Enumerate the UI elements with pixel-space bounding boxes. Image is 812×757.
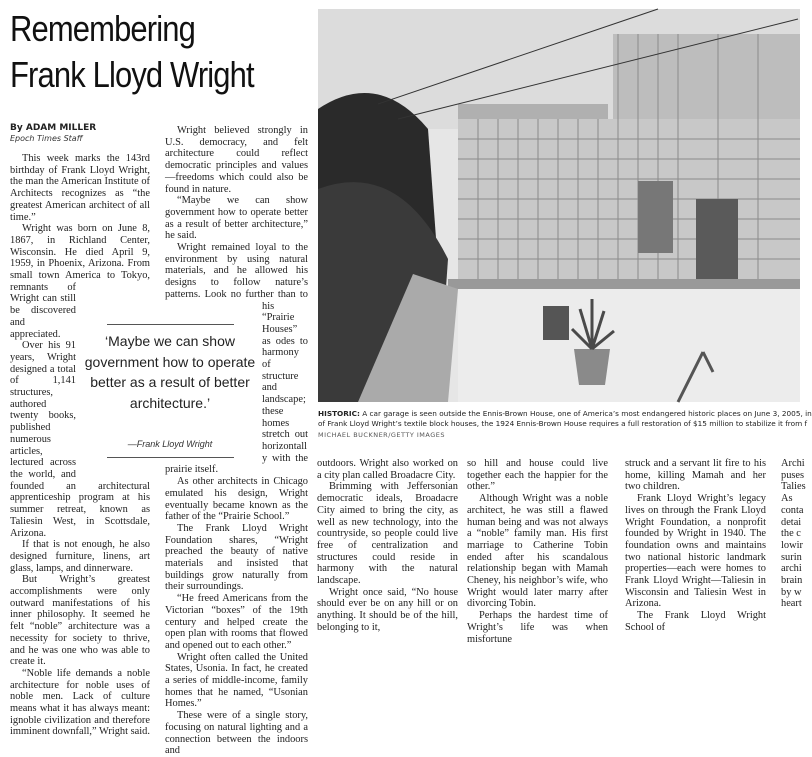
paragraph: [317, 587, 458, 634]
caption-text-2: of Frank Lloyd Wright’s textile block houses, the 1924 Ennis-Brown House requires a full restoration of $15 million to stabilize it from f: [318, 419, 808, 428]
paragraph-text: This week marks the 143rd birthday of Frank Lloyd Wright, the man the American Institute of Architects recognizes as “the greatest American architect of all time.”: [10, 153, 150, 223]
paragraph-text: outdoors. Wright also worked on a city plan called Broadacre City.: [317, 458, 458, 481]
paragraph-text: “Noble life demands a noble architecture for noble uses of noble men. Lack of culture means what it has always meant: ignoble civilization and therefore imminent downfall,” Wright said.: [10, 667, 150, 738]
paragraph: [165, 710, 308, 757]
text-line: the c: [781, 528, 801, 540]
text-line: detai: [781, 516, 802, 528]
caption-text-1: A car garage is seen outside the Ennis-Brown House, one of America’s most endangered historic places on June 3, 2005, in: [362, 409, 812, 418]
text-line: by w: [781, 586, 802, 598]
text-line: puses: [781, 469, 805, 481]
paragraph: [317, 481, 458, 586]
paragraph-text: Wright often called the United States, Usonia. In fact, he created a series of middle-income, family homes that he named, “Usonian Homes.”: [165, 651, 308, 710]
paragraph-text: Although Wright was a noble architect, he was still a flawed human being and was not always a “noble” family man. His first marriage to Catherine Tobin ended after his scandalous relationship began with Mamah Cheney, his neighbor’s wife, who Wright would later marry after divorcing Tobin.: [467, 493, 608, 610]
paragraph: [625, 458, 766, 493]
paragraph-text: These were of a single story, focusing on natural lighting and a connection between the indoors and: [165, 710, 308, 757]
pull-quote-text: ‘Maybe we can show government how to operate better as a result of better architecture.’: [84, 333, 256, 411]
paragraph-text: But Wright’s greatest accomplishments were: [10, 574, 150, 598]
paragraph-text: Wright remained loyal to the environment by using natural materials, and he allowed his designs to follow nature’s patterns. Look no further than to his “Prairie Houses” as odes to harmony of structure and landscape; these homes stretch out horizontally with the prairie itself.: [165, 242, 308, 476]
caption-label: HISTORIC:: [318, 409, 360, 418]
paragraph-text: Brimming with Jeffersonian democratic ideals, Broadacre City aimed to bring the city, as well as new technology, into the countryside, so people could live free of centralization and structures could reside in harmony with the natural landscape.: [317, 481, 458, 587]
paragraph: [165, 652, 308, 711]
headline-line-1: Remembering: [10, 8, 195, 49]
ennis-brown-house-photo: [318, 9, 800, 402]
byline-affiliation: Epoch Times Staff: [10, 134, 83, 143]
paragraph: [165, 195, 308, 242]
paragraph-text: Perhaps the hardest time of Wright’s life was when misfortune: [467, 610, 608, 645]
column-6-partial: [781, 458, 806, 610]
paragraph: [165, 476, 308, 523]
paragraph: [467, 493, 608, 610]
text-line: lowir: [781, 539, 803, 551]
paragraph-text: “Maybe we can show government how to operate better as a result of better architecture,” he said.: [165, 195, 308, 242]
paragraph: [165, 125, 308, 195]
paragraph-text: Wright was born on June 8, 1867, in Richland Center, Wisconsin. He died April 9, 1959, in Phoenix, Arizona. From small town America to Tokyo, remnants of Wright can still be discovered and appreciated.: [10, 223, 150, 340]
pull-quote: [82, 322, 258, 459]
paragraph: [317, 458, 458, 481]
column-3: [317, 458, 458, 634]
paragraph: [165, 523, 308, 593]
text-line: brain: [781, 575, 803, 587]
paragraph-text: Wright believed strongly in U.S. democracy, and felt architecture could reflect democratic principles and values—freedoms which could also be found in nature.: [165, 125, 308, 195]
paragraph: [10, 574, 150, 668]
paragraph-text: “He freed Americans from the Victorian “boxes” of the: [165, 593, 308, 616]
paragraph-text: became known as the father of the “Prairie School.”: [165, 499, 308, 523]
headline-line-2: Frank Lloyd Wright: [10, 54, 254, 95]
text-line: As: [781, 493, 793, 505]
headline: [10, 6, 254, 98]
paragraph: [625, 493, 766, 610]
paragraph: [467, 610, 608, 645]
paragraph-text: and founded an architectural apprenticeship program at his summer retreat, known as Taliesin West, in Scottsdale, Arizona.: [10, 468, 150, 539]
paragraph-text: If that is not enough, he also designed furniture, linens, art glass, lamps, and dinnerware.: [10, 539, 150, 574]
text-line: Talies: [781, 481, 806, 493]
text-line: Archi: [781, 458, 805, 469]
photo-caption: [318, 409, 812, 429]
paragraph: [625, 610, 766, 633]
text-line: heart: [781, 598, 802, 610]
paragraph: [165, 593, 308, 652]
paragraph: [10, 668, 150, 738]
text-line: conta: [781, 504, 804, 516]
paragraph-text: Over his 91 years, Wright designed a total of 1,141 structures, authored twenty books, published numerous articles, lectured across the world,: [10, 340, 76, 480]
paragraph-text: Wright once said, “No house should ever be on any hill or on anything. It should be of the hill, belonging to it,: [317, 586, 458, 633]
text-line: archi: [781, 563, 802, 575]
photo-credit: MICHAEL BUCKNER/GETTY IMAGES: [318, 431, 446, 439]
byline: By ADAM MILLER: [10, 123, 97, 133]
paragraph-text: Frank Lloyd Wright’s legacy lives on through the Frank Lloyd Wright Foundation, a nonprofit founded by Wright in 1940. The foundation owns and maintains two national historic landmark properties—each were homes to Frank Lloyd Wright—Taliesin in Wisconsin and Taliesin West in Arizona.: [625, 493, 766, 610]
paragraph: [10, 539, 150, 574]
paragraph-text: so hill and house could live together each the happier for the other.”: [467, 458, 608, 493]
pull-quote-attribution: —Frank Lloyd Wright: [127, 439, 213, 449]
paragraph-text: struck and a servant lit fire to his home, killing Mamah and her two children.: [625, 458, 766, 493]
paragraph-text: As other architects in Chicago emulated his design, Wright eventually: [165, 476, 308, 511]
paragraph-text: 19th century and helped create the open plan with rooms that flowed and opened out to each other.”: [165, 604, 308, 651]
paragraph: [10, 153, 150, 223]
paragraph: [467, 458, 608, 493]
paragraph-text: The Frank Lloyd Wright Foundation shares, “Wright preached the beauty of native materials and insisted that buildings grow naturally from their surroundings.: [165, 522, 308, 593]
paragraph-text: The Frank Lloyd Wright School of: [625, 610, 766, 633]
column-4: [467, 458, 608, 645]
divider: [107, 324, 234, 325]
text-line: surin: [781, 551, 802, 563]
paragraph-text: only outward manifestations of his inner philosophy. It seemed he felt “noble” architecture was a necessity for society to thrive, and he was one who was able to create it.: [10, 586, 150, 668]
divider: [107, 457, 234, 458]
column-5: [625, 458, 766, 634]
